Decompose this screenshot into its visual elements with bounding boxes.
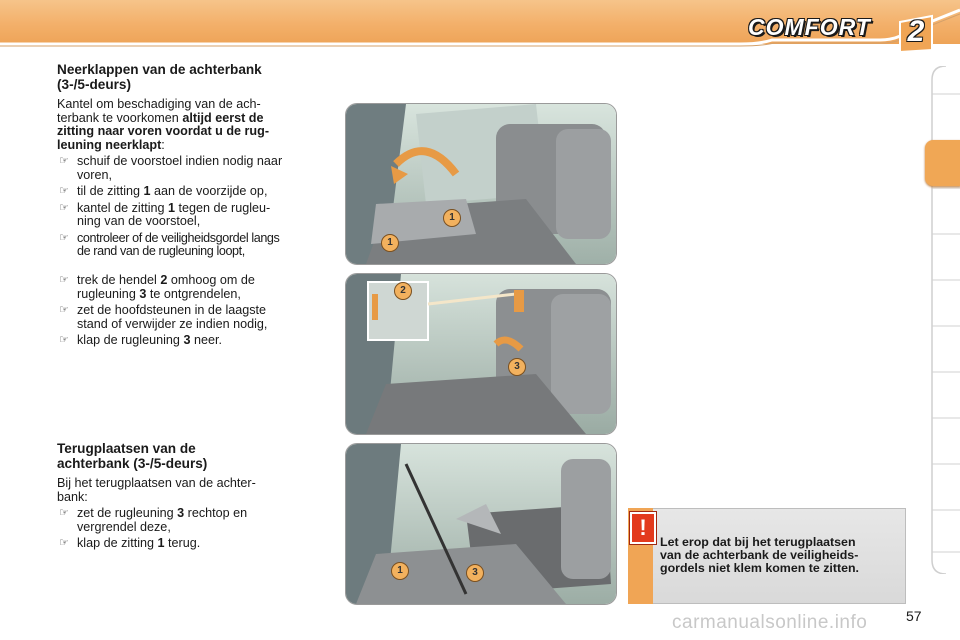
pointing-hand-icon: ☞: [59, 537, 69, 549]
callout-number: 1: [443, 209, 461, 227]
warning-text: [660, 536, 896, 575]
heading-line: (3-/5-deurs): [57, 77, 132, 92]
heading-line: achterbank (3-/5-deurs): [57, 456, 208, 471]
callout-number: 3: [508, 358, 526, 376]
text-bold: 1: [157, 536, 165, 550]
list-item: [57, 334, 329, 348]
list-item: [57, 232, 329, 259]
text: klap de zitting: [77, 536, 158, 550]
chapter-title: COMFORT: [748, 14, 871, 40]
section-heading: [57, 441, 329, 471]
text: controleer of de veiligheidsgordel langs: [77, 230, 280, 245]
section-fold-down-continued: [57, 274, 329, 348]
text: kantel de zitting: [77, 200, 169, 215]
list-item: [57, 155, 329, 182]
text: Let erop dat bij het terugplaatsen: [660, 535, 856, 549]
text: zet de rugleuning: [77, 506, 178, 520]
text-bold: 3: [139, 286, 147, 301]
text: til de zitting: [77, 184, 144, 198]
pointing-hand-icon: ☞: [59, 201, 69, 214]
text: Kantel om beschadiging van de ach-: [57, 97, 261, 111]
text: terbank te voorkomen: [57, 110, 183, 125]
text-bold: leuning neerklapt: [57, 137, 162, 152]
chapter-number-badge: [896, 14, 936, 54]
pointing-hand-icon: ☞: [59, 304, 69, 316]
car-interior-illustration: [346, 274, 616, 434]
text: tegen de rugleu-: [175, 200, 271, 215]
text: schuif de voorstoel indien nodig naar: [77, 154, 283, 168]
list-item: [57, 185, 329, 199]
text-bold: zitting naar voren voordat u de rug-: [57, 124, 270, 138]
chapter-tab-active[interactable]: [925, 140, 960, 186]
text: te ontgrendelen,: [146, 286, 241, 301]
section-fold-up: [57, 441, 329, 551]
text: de rand van de rugleuning loopt,: [77, 244, 245, 258]
illustration-seat-tilt: [345, 103, 617, 265]
text: zet de hoofdsteunen in de laagste: [77, 303, 267, 317]
intro-paragraph: [57, 477, 329, 504]
text: Bij het terugplaatsen van de achter-: [57, 476, 256, 490]
text-bold: 1: [168, 200, 176, 215]
section-fold-down: [57, 62, 329, 259]
text: neer.: [190, 333, 222, 347]
list-item: [57, 304, 329, 331]
list-item: [57, 274, 329, 301]
pointing-hand-icon: ☞: [59, 334, 69, 346]
text-bold: 3: [183, 333, 191, 347]
page-number: 57: [906, 608, 922, 624]
pointing-hand-icon: ☞: [59, 507, 69, 519]
illustration-backrest-release: [345, 273, 617, 435]
car-interior-illustration: [346, 444, 616, 604]
section-heading: [57, 62, 329, 92]
heading-line: Terugplaatsen van de: [57, 441, 196, 456]
chapter-number: 2: [907, 15, 925, 48]
exclamation-icon: !: [630, 512, 656, 544]
text: gordels niet klem komen te zitten.: [660, 561, 859, 575]
heading-line: Neerklappen van de achterbank: [57, 62, 262, 77]
pointing-hand-icon: ☞: [59, 185, 69, 197]
callout-number: 3: [466, 564, 484, 582]
callout-number: 1: [381, 234, 399, 252]
text: :: [161, 137, 165, 152]
text-bold: altijd eerst de: [182, 110, 264, 125]
pointing-hand-icon: ☞: [59, 274, 69, 286]
text: bank:: [57, 489, 88, 504]
text: omhoog om de: [167, 273, 255, 287]
pointing-hand-icon: ☞: [59, 155, 69, 167]
illustration-seat-return: [345, 443, 617, 605]
text: rechtop en: [184, 506, 248, 520]
text: stand of verwijder ze indien nodig,: [77, 316, 268, 331]
text: voren,: [77, 167, 113, 182]
callout-number: 2: [394, 282, 412, 300]
text: vergrendel deze,: [77, 519, 171, 534]
list-item: [57, 507, 329, 534]
text: van de achterbank de veiligheids-: [660, 548, 859, 562]
pointing-hand-icon: ☞: [59, 231, 69, 244]
text: rugleuning: [77, 286, 140, 301]
text: klap de rugleuning: [77, 333, 184, 347]
watermark: carmanualsonline.info: [672, 612, 868, 633]
intro-paragraph: [57, 98, 329, 152]
text-bold: 1: [143, 184, 151, 198]
text: trek de hendel: [77, 273, 161, 287]
text-bold: 3: [177, 506, 185, 520]
callout-number: 1: [391, 562, 409, 580]
list-item: [57, 202, 329, 229]
text: terug.: [164, 536, 201, 550]
text-bold: 2: [160, 273, 168, 287]
text: ning van de voorstoel,: [77, 214, 201, 228]
list-item: [57, 537, 329, 551]
text: aan de voorzijde op,: [150, 184, 268, 198]
